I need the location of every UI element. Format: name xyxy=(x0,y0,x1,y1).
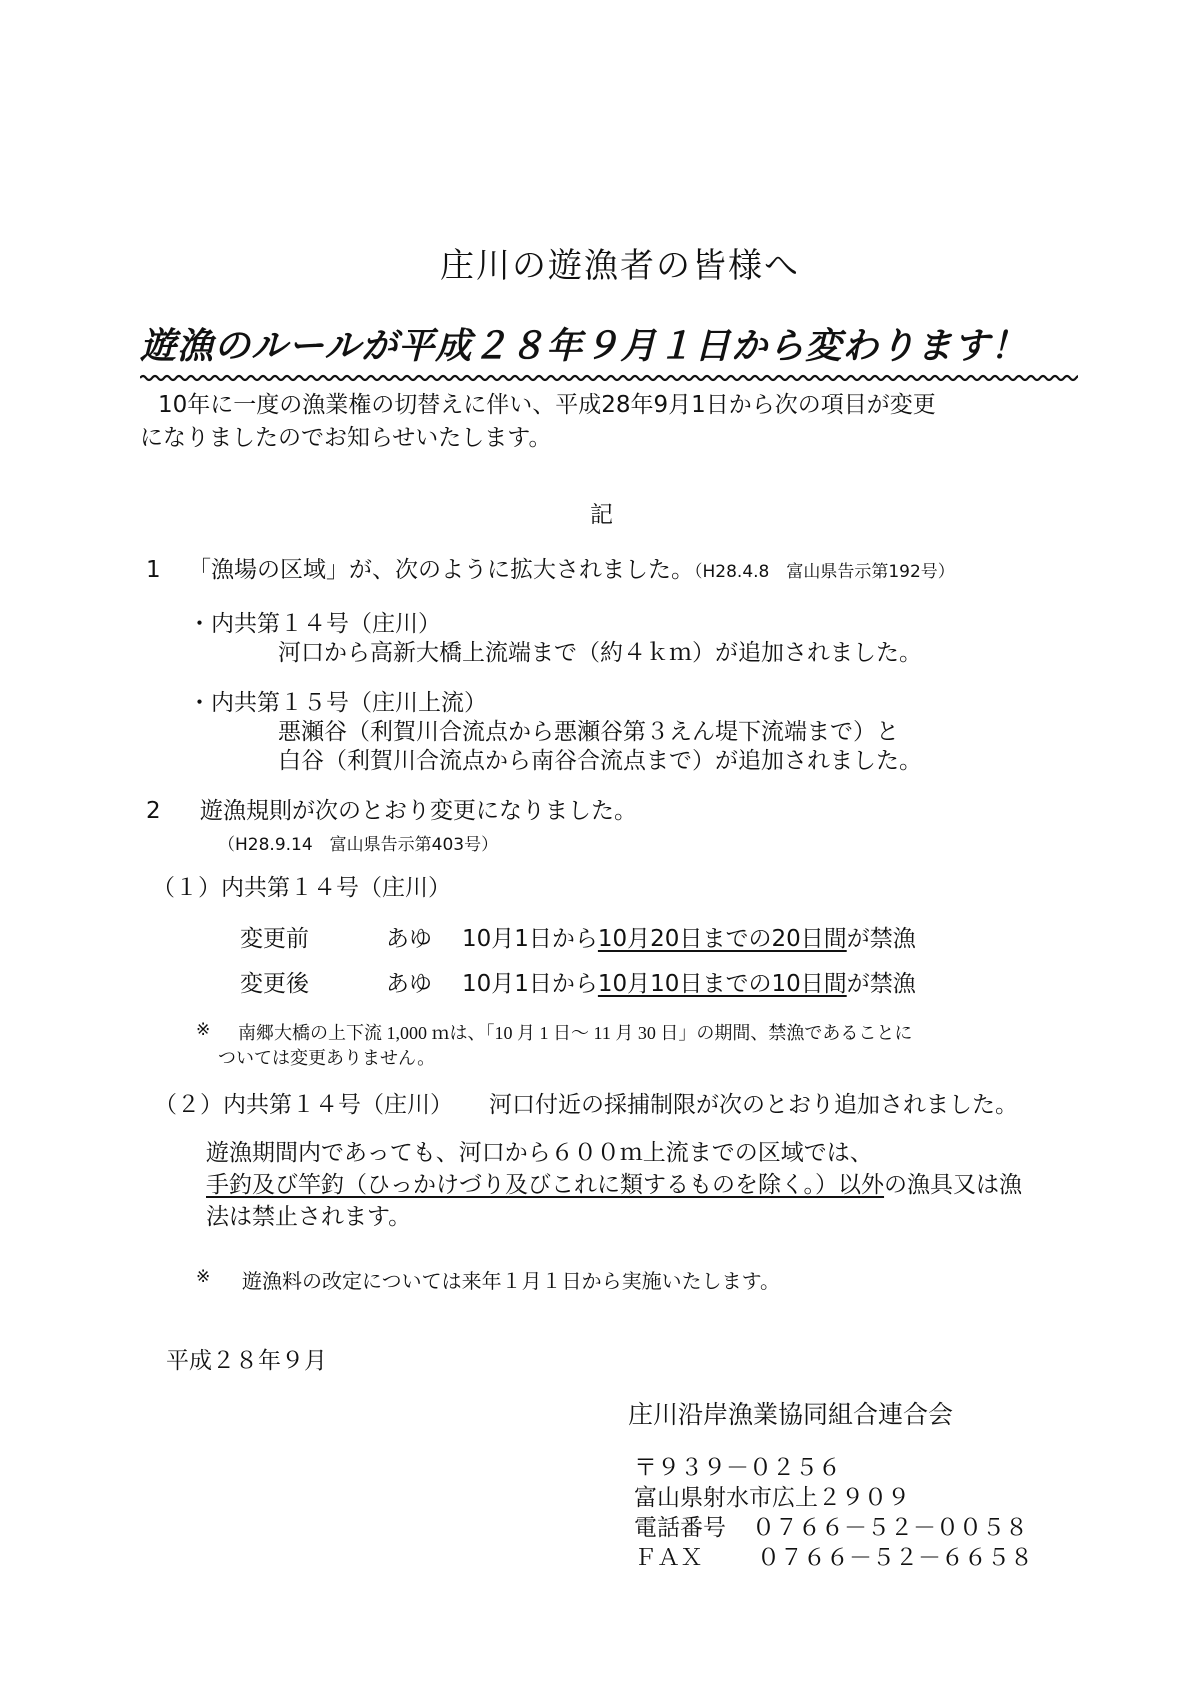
fax-label: ＦＡＸ xyxy=(634,1545,703,1571)
before-label: 変更前 xyxy=(240,926,309,952)
org-postal: 〒９３９－０２５６ xyxy=(634,1455,841,1481)
before-suffix: が禁漁 xyxy=(846,926,916,952)
headline-block xyxy=(140,318,1078,385)
section-1-label: 「漁場の区域」が、次のように拡大されました。 xyxy=(188,557,694,583)
section-1-number: 1 xyxy=(146,557,161,583)
fax-number: ０７６６－５２－６６５８ xyxy=(757,1545,1033,1571)
issue-date: 平成２８年９月 xyxy=(166,1348,327,1374)
restriction-line-1: 遊漁期間内であっても、河口から６００ｍ上流までの区域では、 xyxy=(206,1140,873,1166)
restriction-underlined: 手釣及び竿釣（ひっかけづり及びこれに類するものを除く。）以外 xyxy=(206,1172,885,1198)
sub-1-heading: （１）内共第１４号（庄川） xyxy=(152,875,451,901)
phone-number: ０７６６－５２－００５８ xyxy=(752,1515,1028,1541)
restriction-rest: の漁具又は漁 xyxy=(884,1172,1023,1198)
section-2-number: 2 xyxy=(146,798,161,824)
zone-15-line-1: 悪瀬谷（利賀川合流点から悪瀬谷第３えん堤下流端まで）と xyxy=(278,719,899,745)
restriction-line-3: 法は禁止されます。 xyxy=(206,1204,412,1230)
org-name: 庄川沿岸漁業協同組合連合会 xyxy=(628,1400,954,1429)
org-address: 富山県射水市広上２９０９ xyxy=(634,1485,910,1511)
page-title: 庄川の遊漁者の皆様へ xyxy=(440,246,800,286)
intro-line-1: 10年に一度の漁業権の切替えに伴い、平成28年9月1日から次の項目が変更 xyxy=(158,392,936,418)
after-label: 変更後 xyxy=(240,971,309,997)
headline: 遊漁のルールが平成２８年９月１日から変わります！ xyxy=(140,326,1028,367)
note-line-2: ついては変更ありません。 xyxy=(218,1048,436,1068)
org-phone xyxy=(634,1511,1028,1545)
restriction-line-2 xyxy=(206,1168,1022,1202)
before-prefix: 10月1日から xyxy=(462,926,598,952)
section-1-ref: （H28.4.8 富山県告示第192号） xyxy=(694,562,955,582)
zone-15-line-2: 白谷（利賀川合流点から南谷合流点まで）が追加されました。 xyxy=(278,748,922,774)
phone-label: 電話番号 xyxy=(634,1515,726,1541)
after-fish: あゆ xyxy=(386,971,432,997)
before-underlined: 10月20日までの20日間 xyxy=(597,926,847,952)
section-2-ref: （H28.9.14 富山県告示第403号） xyxy=(218,835,499,855)
section-1-text xyxy=(188,553,955,589)
zone-15-heading: ・内共第１５号（庄川上流） xyxy=(188,690,487,716)
zone-14-line: 河口から高新大橋上流端まで（約４ｋｍ）が追加されました。 xyxy=(278,640,922,666)
wavy-underline xyxy=(140,371,1078,385)
fee-note-text: 遊漁料の改定については来年１月１日から実施いたします。 xyxy=(242,1271,780,1293)
fee-note-mark: ※ xyxy=(196,1267,211,1287)
after-suffix: が禁漁 xyxy=(846,971,916,997)
after-period xyxy=(462,967,916,1001)
note-line-1: 南郷大橋の上下流 1,000 ｍは、「10 月 1 日～ 11 月 30 日」の期間、禁漁であることに xyxy=(238,1023,913,1043)
ki-mark: 記 xyxy=(590,502,613,528)
intro-line-2: になりましたのでお知らせいたします。 xyxy=(140,425,552,451)
sub-2-heading xyxy=(154,1088,1018,1122)
section-2-text: 遊漁規則が次のとおり変更になりました。 xyxy=(200,798,637,824)
sub-2-text: 河口付近の採捕制限が次のとおり追加されました。 xyxy=(489,1092,1018,1118)
before-period xyxy=(462,922,916,956)
zone-14-heading: ・内共第１４号（庄川） xyxy=(188,611,441,637)
org-fax xyxy=(634,1541,1033,1575)
note-mark: ※ xyxy=(196,1020,211,1040)
after-underlined: 10月10日までの10日間 xyxy=(597,971,847,997)
before-fish: あゆ xyxy=(386,926,432,952)
sub-2-label: （２）内共第１４号（庄川） xyxy=(154,1092,453,1118)
after-prefix: 10月1日から xyxy=(462,971,598,997)
